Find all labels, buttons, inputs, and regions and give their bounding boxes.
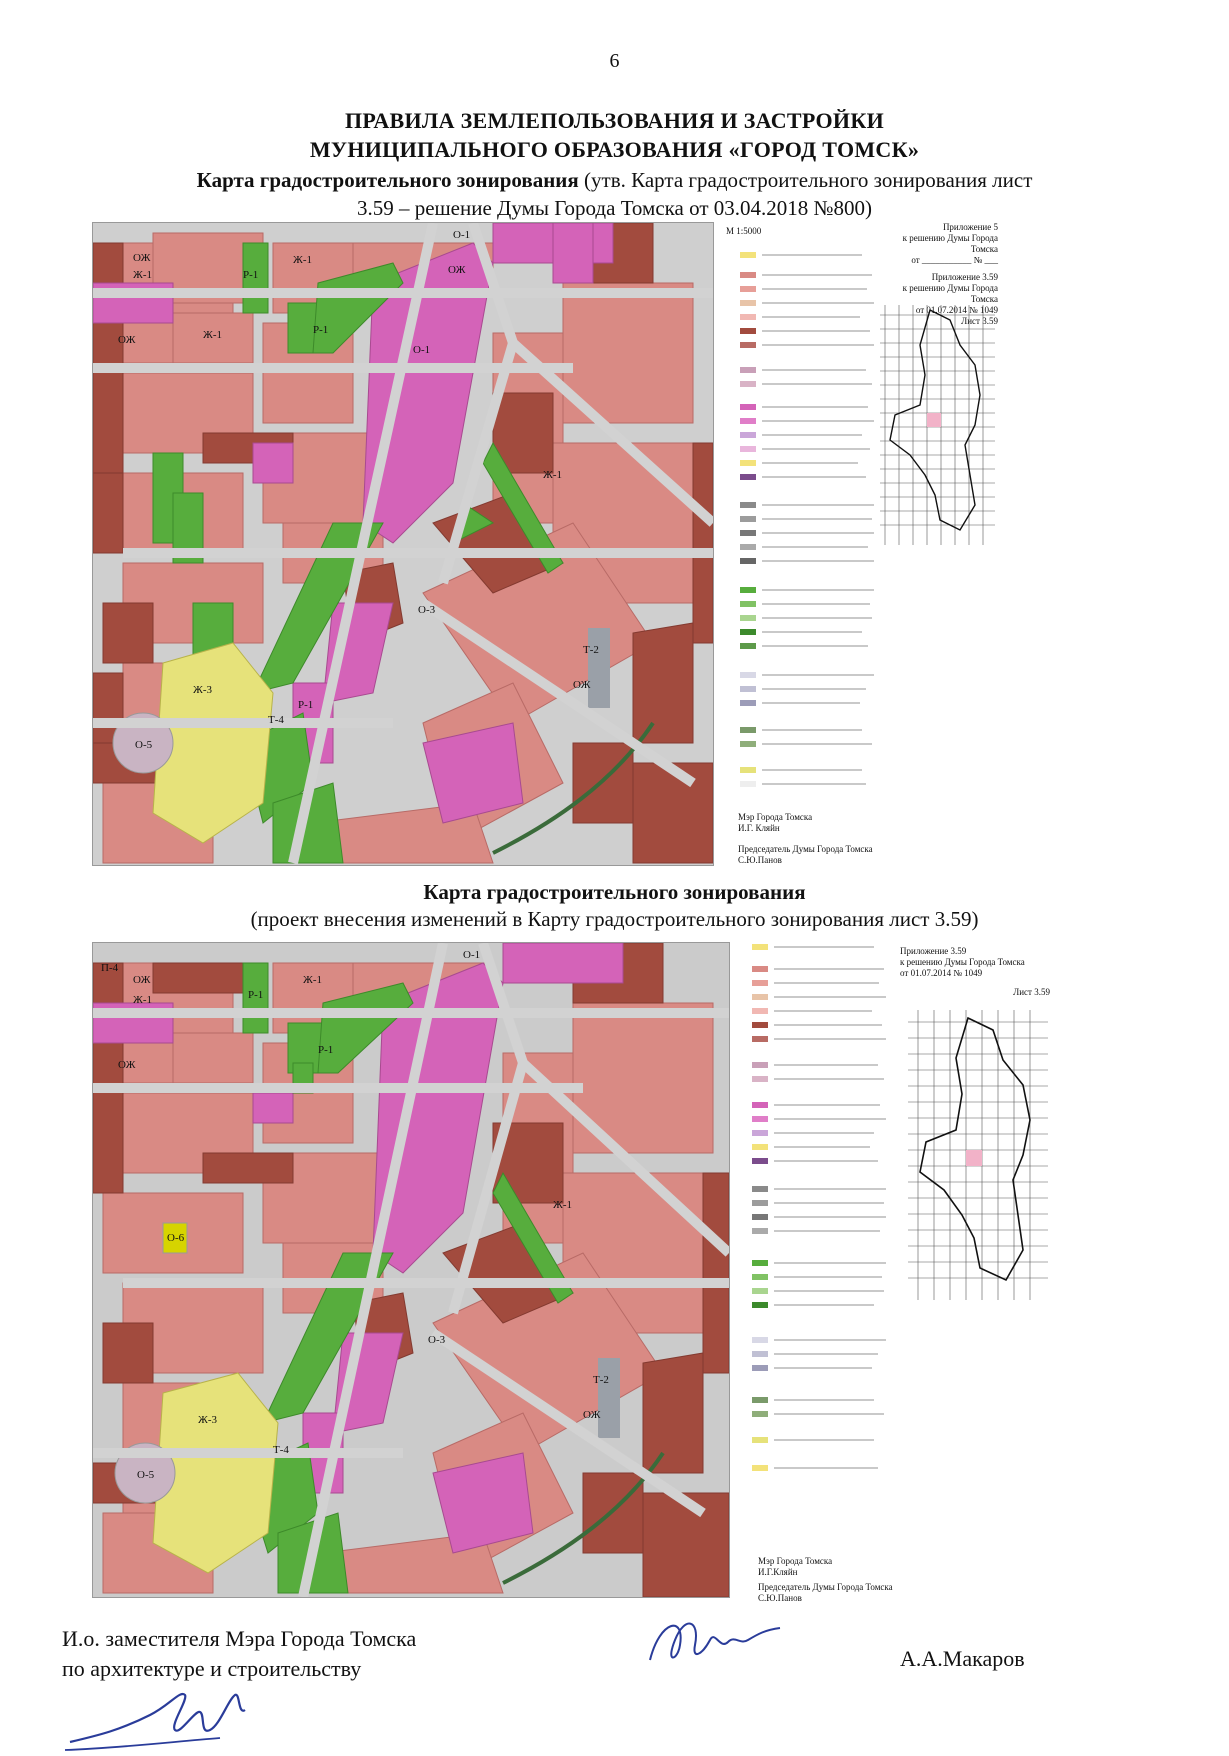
legend-text-line (774, 1160, 878, 1162)
legend-text-line (762, 288, 867, 290)
zone-label: ОЖ (133, 974, 151, 986)
legend-swatch (752, 980, 768, 986)
legend-text-line (762, 560, 874, 562)
legend-swatch (752, 1008, 768, 1014)
zone-label: Ж-3 (198, 1414, 218, 1426)
legend-text-line (762, 383, 872, 385)
legend-swatch (752, 1036, 768, 1042)
legend-swatch (740, 432, 756, 438)
legend-text-line (774, 1188, 886, 1190)
legend-text-line (774, 1202, 884, 1204)
zoning-map-approved-graphic (93, 223, 713, 865)
legend-text-line (774, 1339, 886, 1341)
legend-swatch (752, 994, 768, 1000)
zone-label: Р-1 (248, 989, 264, 1001)
map1-chair-name: С.Ю.Панов (738, 855, 782, 865)
legend-text-line (774, 1064, 878, 1066)
legend-swatch (740, 314, 756, 320)
zoning-map-approved (92, 222, 714, 866)
legend-swatch (740, 741, 756, 747)
map2-chair-title: Председатель Думы Города Томска (758, 1582, 893, 1592)
map1-appendix-line: к решению Думы Города Томска (902, 233, 998, 254)
legend-swatch (740, 587, 756, 593)
legend-swatch (752, 1465, 768, 1471)
legend-text-line (774, 946, 874, 948)
legend-swatch (740, 727, 756, 733)
legend-swatch (752, 1302, 768, 1308)
legend-text-line (774, 1439, 874, 1441)
legend-text-line (762, 434, 862, 436)
legend-text-line (774, 1467, 878, 1469)
legend-swatch (740, 629, 756, 635)
legend-text-line (774, 1276, 882, 1278)
map1-appendix-line: Приложение 5 (942, 222, 998, 232)
legend-swatch (740, 300, 756, 306)
map1-caption-bold: Карта градостроительного зонирования (196, 168, 579, 192)
legend-text-line (774, 1304, 874, 1306)
legend-text-line (762, 589, 874, 591)
map2-mayor-title: Мэр Города Томска (758, 1556, 833, 1566)
legend-text-line (774, 1010, 872, 1012)
legend-entries (728, 252, 888, 792)
legend-swatch (752, 944, 768, 950)
legend-swatch (752, 1365, 768, 1371)
signatory-position-line1: И.о. заместителя Мэра Города Томска (62, 1626, 417, 1651)
zone-label: О-3 (418, 604, 436, 616)
zone-label: ОЖ (133, 252, 151, 264)
zone-label: Ж-1 (543, 469, 563, 481)
zone-label: О-6 (167, 1232, 185, 1244)
legend-swatch (740, 328, 756, 334)
zone-label: Р-1 (298, 699, 314, 711)
map1-scale: М 1:5000 (726, 226, 762, 236)
legend-swatch (740, 781, 756, 787)
legend-swatch (752, 1200, 768, 1206)
legend-text-line (762, 448, 870, 450)
legend-swatch (752, 1437, 768, 1443)
legend-swatch (740, 601, 756, 607)
map2-chair-name: С.Ю.Панов (758, 1593, 802, 1603)
legend-text-line (762, 603, 870, 605)
legend-text-line (762, 254, 862, 256)
initials-mark-icon (60, 1680, 270, 1756)
legend-swatch (740, 286, 756, 292)
legend-swatch (752, 1260, 768, 1266)
map1-mayor-name: И.Г. Кляйн (738, 823, 780, 833)
legend-text-line (774, 1262, 886, 1264)
legend-swatch (752, 1022, 768, 1028)
legend-text-line (762, 743, 872, 745)
legend-text-line (762, 462, 858, 464)
legend-swatch (752, 1186, 768, 1192)
legend-text-line (762, 369, 866, 371)
zone-label: Р-1 (243, 269, 259, 281)
legend-swatch (740, 558, 756, 564)
document-title-line1: ПРАВИЛА ЗЕМЛЕПОЛЬЗОВАНИЯ И ЗАСТРОЙКИ (344, 108, 885, 133)
zone-label: Т-4 (273, 1444, 289, 1456)
legend-text-line (762, 274, 872, 276)
legend-text-line (774, 1290, 884, 1292)
map2-sheet-index-grid (908, 1010, 1048, 1300)
zone-label: ОЖ (448, 264, 466, 276)
zone-label: ОЖ (118, 1059, 136, 1071)
legend-text-line (762, 702, 860, 704)
zone-label: Т-2 (583, 644, 599, 656)
legend-swatch (740, 252, 756, 258)
zone-label: О-1 (413, 344, 431, 356)
legend-text-line (774, 1367, 872, 1369)
legend-text-line (774, 1104, 880, 1106)
legend-swatch (740, 404, 756, 410)
legend-text-line (762, 729, 862, 731)
page-number: 6 (609, 50, 620, 72)
legend-text-line (762, 504, 874, 506)
legend-swatch (740, 530, 756, 536)
legend-swatch (740, 686, 756, 692)
legend-swatch (752, 1144, 768, 1150)
map1-appendix-line: от 01.07.2014 № 1049 (915, 305, 998, 315)
map1-sheet-index-grid (880, 305, 995, 545)
legend-text-line (774, 1230, 880, 1232)
legend-swatch (740, 474, 756, 480)
map2-appendix-line: к решению Думы Города Томска (900, 957, 1025, 967)
legend-text-line (762, 645, 868, 647)
legend-text-line (762, 532, 874, 534)
legend-text-line (774, 996, 886, 998)
zone-label: Р-1 (318, 1044, 334, 1056)
legend-swatch (740, 672, 756, 678)
legend-swatch (752, 1158, 768, 1164)
legend-text-line (774, 1118, 886, 1120)
legend-swatch (752, 1076, 768, 1082)
map1-appendix-line: Приложение 3.59 (931, 272, 998, 282)
zone-label: П-4 (101, 962, 119, 974)
legend-text-line (762, 674, 874, 676)
legend-swatch (740, 342, 756, 348)
zone-label: О-5 (137, 1469, 155, 1481)
legend-text-line (774, 968, 884, 970)
zone-label: О-3 (428, 1334, 446, 1346)
signatory-position-line2: по архитектуре и строительству (62, 1656, 362, 1681)
legend-swatch (740, 446, 756, 452)
legend-text-line (762, 344, 874, 346)
signature-icon (640, 1600, 810, 1680)
map2-caption: Карта градостроительного зонирования (423, 880, 806, 904)
legend-swatch (752, 1274, 768, 1280)
map1-appendix-line: к решению Думы Города Томска (902, 283, 998, 304)
legend-swatch (740, 700, 756, 706)
legend-text-line (774, 1038, 886, 1040)
zone-label: О-1 (453, 229, 471, 241)
legend-text-line (774, 1399, 874, 1401)
document-title-line2: МУНИЦИПАЛЬНОГО ОБРАЗОВАНИЯ «ГОРОД ТОМСК» (309, 137, 920, 162)
map2-appendix-block (900, 946, 1050, 998)
zone-label: Ж-1 (293, 254, 313, 266)
legend-text-line (774, 1353, 878, 1355)
legend-swatch (752, 1411, 768, 1417)
legend-text-line (762, 688, 866, 690)
zone-label: ОЖ (583, 1409, 601, 1421)
zone-label: Ж-3 (193, 684, 213, 696)
map2-legend (740, 942, 890, 1482)
legend-text-line (762, 631, 862, 633)
zone-label: Ж-1 (203, 329, 223, 341)
legend-swatch (752, 966, 768, 972)
legend-swatch (740, 502, 756, 508)
legend-swatch (752, 1102, 768, 1108)
zone-label: О-1 (463, 949, 481, 961)
legend-swatch (740, 272, 756, 278)
map1-mayor-title: Мэр Города Томска (738, 812, 813, 822)
zone-label: Ж-1 (303, 974, 323, 986)
legend-text-line (774, 1413, 884, 1415)
map1-caption-rest: (утв. Карта градостроительного зонирования лист (578, 168, 1033, 192)
legend-swatch (740, 615, 756, 621)
legend-swatch (740, 544, 756, 550)
legend-text-line (762, 769, 862, 771)
legend-text-line (762, 476, 866, 478)
legend-swatch (752, 1228, 768, 1234)
zone-label: Ж-1 (133, 994, 153, 1006)
legend-swatch (752, 1062, 768, 1068)
legend-text-line (774, 1146, 870, 1148)
legend-text-line (774, 1216, 886, 1218)
zoning-map-proposed-graphic (93, 943, 729, 1597)
legend-swatch (752, 1130, 768, 1136)
legend-text-line (762, 783, 866, 785)
zone-label: Ж-1 (133, 269, 153, 281)
zoning-map-proposed (92, 942, 730, 1598)
map1-caption (0, 168, 1229, 193)
zone-label: ОЖ (118, 334, 136, 346)
legend-text-line (774, 1078, 884, 1080)
legend-swatch (740, 516, 756, 522)
legend-text-line (762, 406, 868, 408)
legend-swatch (752, 1397, 768, 1403)
map1-caption-line2: 3.59 – решение Думы Города Томска от 03.04.2018 №800) (356, 196, 873, 220)
legend-text-line (762, 330, 870, 332)
map2-appendix-line: Лист 3.59 (1013, 987, 1050, 997)
zone-label: О-5 (135, 739, 153, 751)
map1-chair-title: Председатель Думы Города Томска (738, 844, 873, 854)
legend-swatch (740, 460, 756, 466)
legend-swatch (740, 367, 756, 373)
legend-swatch (752, 1337, 768, 1343)
legend-text-line (774, 1024, 882, 1026)
legend-swatch (740, 643, 756, 649)
legend-swatch (752, 1351, 768, 1357)
signatory-name: А.А.Макаров (900, 1646, 1025, 1671)
legend-text-line (774, 982, 879, 984)
zone-label: Т-4 (268, 714, 284, 726)
legend-swatch (752, 1214, 768, 1220)
zone-label: Ж-1 (553, 1199, 573, 1211)
map2-appendix-line: Приложение 3.59 (900, 946, 967, 956)
legend-swatch (740, 767, 756, 773)
zone-label: Р-1 (313, 324, 329, 336)
zone-label: ОЖ (573, 679, 591, 691)
legend-swatch (752, 1116, 768, 1122)
map1-appendix-line: от ___________ № ___ (911, 255, 998, 265)
legend-text-line (762, 518, 872, 520)
legend-text-line (762, 316, 860, 318)
map1-appendix-line: Лист 3.59 (961, 316, 998, 326)
legend-text-line (762, 302, 874, 304)
legend-swatch (752, 1288, 768, 1294)
map2-caption-sub: (проект внесения изменений в Карту градостроительного зонирования лист 3.59) (250, 907, 979, 931)
zone-label: Т-2 (593, 1374, 609, 1386)
legend-text-line (762, 546, 868, 548)
map2-mayor-name: И.Г.Кляйн (758, 1567, 798, 1577)
legend-text-line (774, 1132, 874, 1134)
legend-text-line (762, 420, 874, 422)
legend-swatch (740, 381, 756, 387)
map2-appendix-line: от 01.07.2014 № 1049 (900, 968, 983, 978)
legend-text-line (762, 617, 872, 619)
legend-swatch (740, 418, 756, 424)
